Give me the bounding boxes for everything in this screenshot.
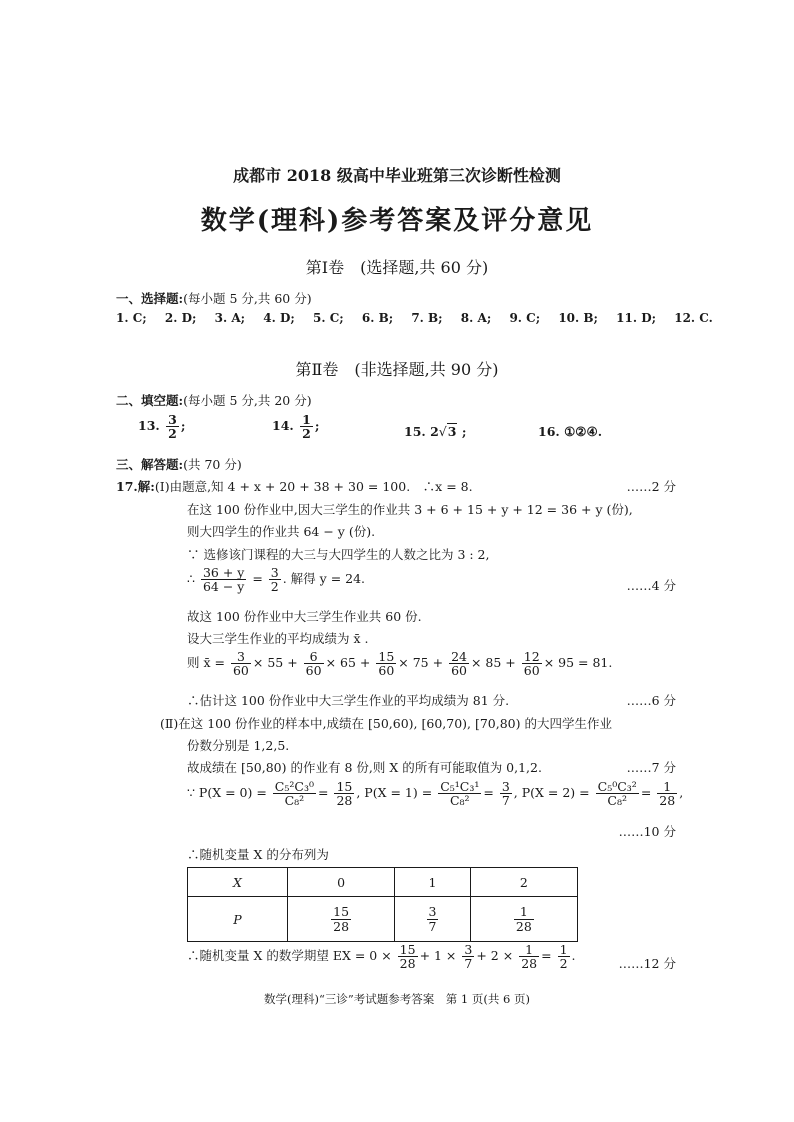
q17-line15 [187, 943, 576, 970]
prob-fraction [331, 905, 351, 932]
section1-label: 一、选择题: [116, 291, 184, 306]
answer-16: 16. ①②④. [538, 424, 603, 439]
ratio-value [269, 566, 281, 593]
mean-term-frac [231, 650, 251, 677]
p2-comb [596, 780, 639, 807]
term-after: × 65 + [325, 655, 371, 671]
p1-value [500, 780, 512, 807]
q13-den: 2 [168, 426, 177, 442]
q17-line2: 在这 100 份作业中,因大三学生的作业共 3 + 6 + 15 + y + 12 = 36 + y (份), [187, 502, 633, 517]
q13-end: ; [180, 418, 186, 434]
q17-text: (Ⅰ)由题意,知 4 + x + 20 + 38 + 30 = 100. ∴x = 8. [154, 479, 473, 494]
exp-frac [519, 943, 539, 970]
ratio-den: 64 − y [202, 579, 245, 595]
q15-label: 15. 2 [404, 424, 439, 439]
p1-comb [438, 780, 481, 807]
p1-comb-num: C₅¹C₃¹ [440, 779, 480, 794]
term-num: 6 [304, 650, 324, 664]
q17-line5 [187, 566, 365, 593]
section2-label: 二、填空题: [116, 393, 184, 408]
answer-item: 12. C. [674, 311, 713, 325]
q17-line6: 故这 100 份作业中大三学生作业共 60 份. [187, 609, 422, 624]
answer-item: 5. C; [312, 311, 344, 325]
q14-end: ; [314, 418, 320, 434]
p0-comb-num: C₅²C₃⁰ [274, 779, 314, 794]
q17-line12: 故成绩在 [50,80) 的作业有 8 份,则 X 的所有可能取值为 0,1,2. [187, 760, 542, 775]
ratio-fraction [201, 566, 246, 593]
q13-label: 13. [138, 418, 160, 434]
prob-num: 1 [514, 905, 534, 919]
mean-term-frac [304, 650, 324, 677]
q13-fraction [166, 413, 179, 440]
q17-line1 [116, 477, 473, 495]
p0-comb [273, 780, 316, 807]
p0-label: ∵ P(X = 0) = [187, 785, 267, 801]
q17-line10: (Ⅱ)在这 100 份作业的样本中,成绩在 [50,60), [60,70), [70,80) 的大四学生作业 [160, 716, 612, 731]
q17-label: 17.解: [116, 479, 155, 494]
table-header-p: P [188, 897, 288, 942]
term-after: × 75 + [398, 655, 444, 671]
term-num: 15 [378, 649, 395, 664]
term-den: 60 [451, 663, 467, 679]
p2-den: 28 [659, 793, 676, 809]
answer-item: 4. D; [263, 311, 295, 325]
part1-heading: 第Ⅰ卷 (选择题,共 60 分) [305, 258, 489, 277]
exp-end: . [571, 948, 576, 964]
prob-num: 15 [333, 904, 350, 920]
table-cell: 1 [395, 868, 471, 897]
p0-value [334, 780, 354, 807]
exp-frac [558, 943, 570, 970]
p2-comb-num: C₅⁰C₃² [597, 779, 637, 794]
term-after: × 85 + [470, 655, 516, 671]
score-mark: ……2 分 [626, 479, 676, 494]
expectation-prefix: ∴随机变量 X 的数学期望 EX = 0 × [187, 948, 392, 964]
q17-line14: ∴随机变量 X 的分布列为 [187, 847, 329, 862]
section3-label: 三、解答题: [116, 457, 184, 472]
exp-frac [462, 943, 474, 970]
term-den: 60 [305, 663, 322, 679]
exp-den: 7 [464, 956, 473, 972]
ratio-num: 36 + y [202, 565, 245, 580]
p2-label: , P(X = 2) = [513, 785, 590, 801]
equals: = [483, 785, 494, 801]
exp-num: 1 [559, 942, 568, 957]
term-num: 24 [451, 649, 467, 664]
term-den: 60 [523, 663, 540, 679]
exp-den: 28 [521, 956, 538, 972]
answer-item: 11. D; [616, 311, 657, 325]
q14-label: 14. [272, 418, 294, 434]
exam-subtitle: 成都市 2018 级高中毕业班第三次诊断性检测 [233, 166, 561, 185]
prob-num: 3 [428, 904, 437, 920]
p1-comb-den: C₈² [449, 793, 470, 809]
therefore-symbol: ∴ [187, 571, 195, 587]
term-num: 12 [523, 649, 540, 664]
mean-term-frac [449, 650, 469, 677]
equals: = [317, 785, 329, 801]
exp-den: 2 [559, 956, 568, 972]
q17-line13 [187, 780, 683, 807]
prob-den: 28 [333, 918, 350, 934]
q17-line4: ∵ 选修该门课程的大三与大四学生的人数之比为 3 : 2, [187, 547, 490, 562]
term-den: 60 [378, 663, 395, 679]
section1-note: (每小题 5 分,共 60 分) [183, 291, 312, 306]
part2-heading: 第Ⅱ卷 (非选择题,共 90 分) [295, 360, 499, 379]
p0-den: 28 [336, 793, 353, 809]
page-title: 数学(理科)参考答案及评分意见 [200, 206, 594, 236]
page-footer: 数学(理科)“三诊”考试题参考答案 第 1 页(共 6 页) [264, 992, 530, 1006]
term-num: 3 [231, 650, 251, 664]
section2-header [116, 391, 312, 409]
score-mark: ……12 分 [618, 956, 676, 971]
prob-den: 7 [428, 918, 437, 934]
choice-answers [116, 311, 713, 325]
p2-comb-den: C₈² [607, 793, 628, 809]
p1-num: 3 [501, 779, 510, 794]
exp-op: = [541, 948, 552, 964]
term-den: 60 [232, 663, 249, 679]
q14-den: 2 [302, 426, 311, 442]
exp-num: 15 [399, 942, 416, 957]
section3-header [116, 455, 242, 473]
score-mark: ……4 分 [626, 578, 676, 593]
table-row [188, 897, 578, 942]
answer-item: 7. B; [411, 311, 443, 325]
p2-num: 1 [657, 780, 677, 794]
prob-fraction [427, 905, 439, 932]
p1-label: , P(X = 1) = [356, 785, 433, 801]
equals: = [640, 785, 652, 801]
score-mark: ……10 分 [618, 824, 676, 839]
table-header-x: X [188, 868, 288, 897]
table-cell: 2 [470, 868, 577, 897]
q17-line8 [187, 650, 612, 677]
answer-item: 6. B; [361, 311, 394, 325]
mean-term-frac [522, 650, 542, 677]
solve-y: . 解得 y = 24. [282, 571, 366, 587]
table-cell [395, 897, 471, 942]
prob-fraction [514, 905, 534, 932]
score-mark: ……6 分 [626, 693, 676, 708]
q15-radicand: 3 [447, 424, 457, 439]
answer-item: 8. A; [460, 311, 492, 325]
answer-item: 3. A; [214, 311, 246, 325]
mean-prefix: 则 x̄ = [187, 655, 225, 671]
exp-num: 1 [519, 943, 539, 957]
q14-fraction [300, 413, 313, 440]
prob-den: 28 [515, 918, 532, 934]
exp-den: 28 [399, 956, 416, 972]
exp-frac [398, 943, 418, 970]
answer-item: 10. B; [558, 311, 598, 325]
q15-end: ; [461, 424, 467, 439]
answer-13 [138, 413, 185, 440]
answer-14 [272, 413, 319, 440]
p1-den: 7 [501, 793, 510, 809]
q14-num: 1 [302, 412, 311, 427]
exp-op: + 1 × [419, 948, 457, 964]
score-mark: ……7 分 [626, 760, 676, 775]
term-after: × 95 = 81. [543, 655, 613, 671]
p0-num: 15 [336, 779, 353, 794]
equals: = [252, 571, 263, 587]
section3-note: (共 70 分) [183, 457, 242, 472]
p2-value [657, 780, 677, 807]
q17-line7: 设大三学生作业的平均成绩为 x̄ . [187, 631, 369, 646]
table-cell [288, 897, 395, 942]
section1-header [116, 289, 312, 307]
mean-term-frac [376, 650, 396, 677]
exp-num: 3 [464, 942, 473, 957]
section2-note: (每小题 5 分,共 20 分) [183, 393, 312, 408]
ratio-value-num: 3 [270, 565, 279, 580]
table-cell [470, 897, 577, 942]
q13-num: 3 [168, 412, 177, 427]
q17-line3: 则大四学生的作业共 64 − y (份). [187, 524, 376, 539]
comma: , [679, 785, 684, 801]
table-cell: 0 [288, 868, 395, 897]
distribution-table [187, 867, 578, 942]
answer-item: 2. D; [164, 311, 197, 325]
answer-item: 1. C; [116, 311, 147, 325]
answer-15: 15. 2√3 ; [404, 424, 467, 439]
table-row [188, 868, 578, 897]
q17-line9: ∴估计这 100 份作业中大三学生作业的平均成绩为 81 分. [187, 693, 510, 708]
answer-item: 9. C; [509, 311, 541, 325]
term-after: × 55 + [252, 655, 298, 671]
ratio-value-den: 2 [270, 579, 279, 595]
p0-comb-den: C₈² [284, 793, 305, 809]
exp-op: + 2 × [476, 948, 514, 964]
q17-line11: 份数分别是 1,2,5. [187, 738, 290, 753]
